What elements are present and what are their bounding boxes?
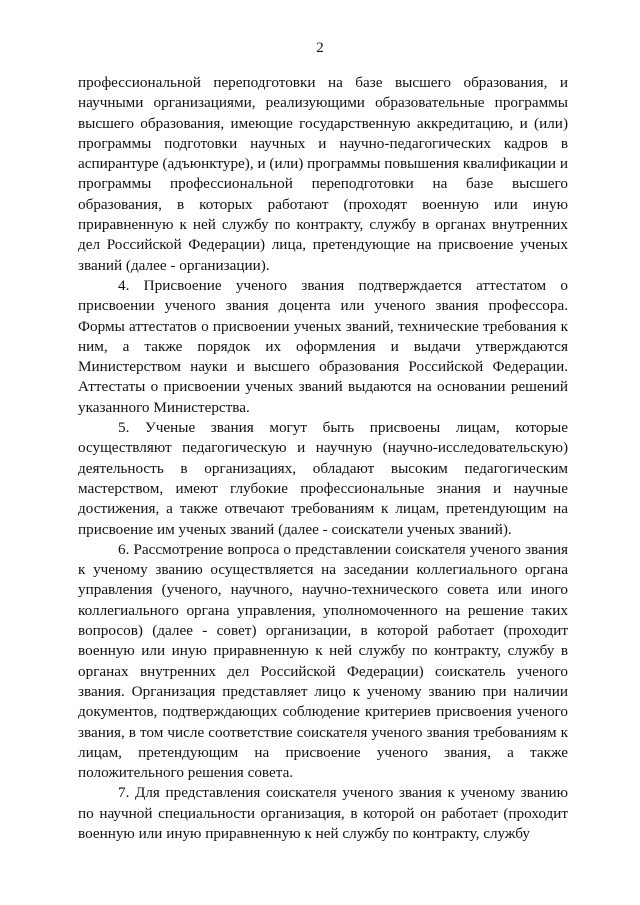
paragraph-7: 7. Для представления соискателя ученого звания к ученому званию по научной специальности организация, в которой он работает (проходит военную или иную приравненную к ней службу по контракту, службу: [78, 784, 568, 842]
paragraph-4: 4. Присвоение ученого звания подтверждается аттестатом о присвоении ученого звания доцента или ученого звания профессора. Формы аттестатов о присвоении ученых званий, технические требования к ним, а также порядок их оформления и выдачи утверждаются Министерством науки и высшего образования Российской Федерации. Аттестаты о присвоении ученых званий выдаются на основании решений указанного Министерства.: [78, 276, 568, 416]
paragraph-continuation: профессиональной переподготовки на базе высшего образования, и научными организациями, реализующими образовательные программы высшего образования, имеющие государственную аккредитацию, и (или) программы подготовки научных и научно-педагогических кадров в аспирантуре (адъюнктуре), и (или) программы повышения квалификации и программы профессиональной переподготовки на базе высшего образования, в которых работают (проходят военную или иную приравненную к ней службу по контракту, службу в органах внутренних дел Российской Федерации) лица, претендующие на присвоение ученых званий (далее - организации).: [78, 74, 568, 274]
document-body: [78, 73, 568, 844]
paragraph-6: 6. Рассмотрение вопроса о представлении соискателя ученого звания к ученому званию осуществляется на заседании коллегиального органа управления (ученого, научного, научно-технического совета или иного коллегиального органа управления, уполномоченного на решение таких вопросов) (далее - совет) организации, в которой работает (проходит военную или иную приравненную к ней службу по контракту, службу в органах внутренних дел Российской Федерации) соискатель ученого звания. Организация представляет лицо к ученому званию при наличии документов, подтверждающих соблюдение критериев присвоения ученого звания, в том числе соответствие соискателя ученого звания требованиям к лицам, претендующим на присвоение ученого звания, а также положительного решения совета.: [78, 540, 568, 782]
paragraph-5: 5. Ученые звания могут быть присвоены лицам, которые осуществляют педагогическую и научную (научно-исследовательскую) деятельность в организациях, обладают высоким педагогическим мастерством, имеют глубокие профессиональные знания и научные достижения, а также отвечают требованиям к лицам, претендующим на присвоение им ученых званий (далее - соискатели ученых званий).: [78, 419, 568, 538]
page-number: 2: [316, 40, 324, 56]
